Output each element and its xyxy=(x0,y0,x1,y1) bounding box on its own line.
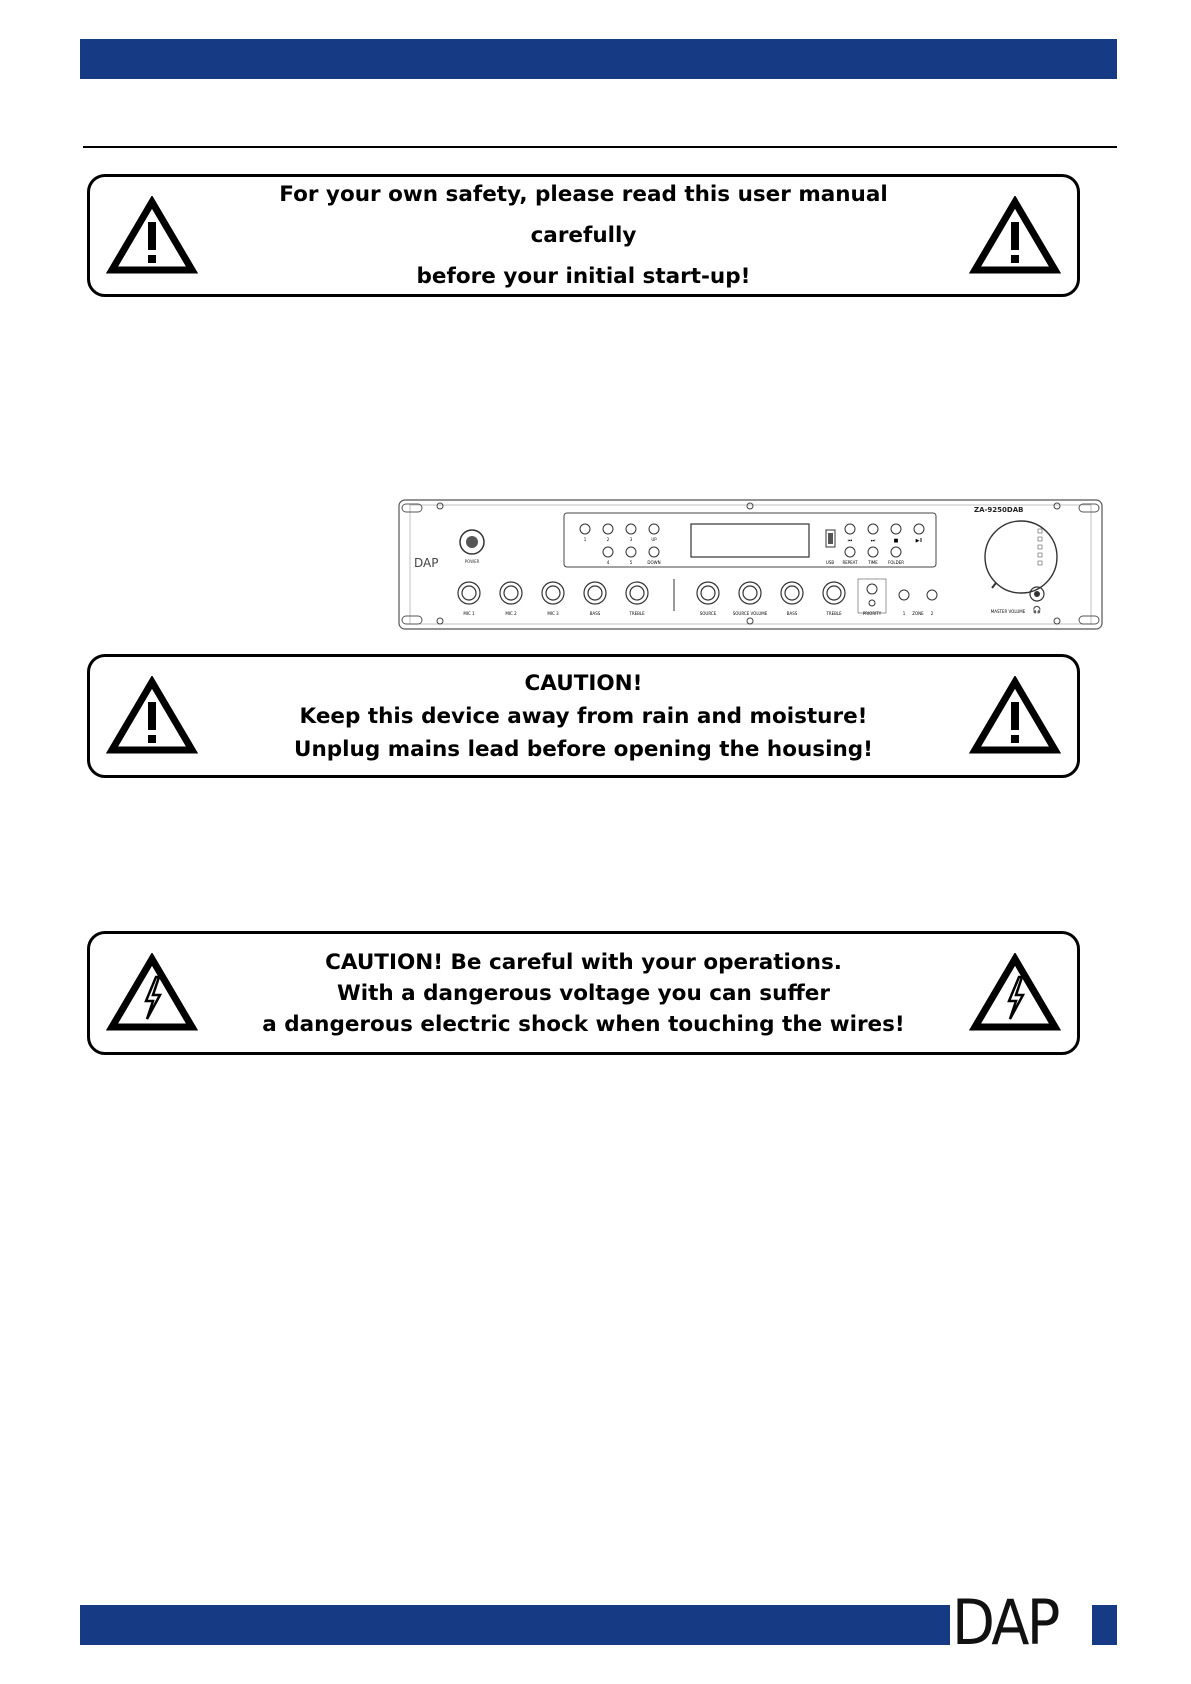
caution-title: CAUTION! xyxy=(524,670,643,696)
warning-icon xyxy=(106,676,198,756)
transport-label: ■ xyxy=(893,538,899,544)
zone-label: ZONE xyxy=(912,611,924,616)
safety-notice-line2: before your initial start-up! xyxy=(416,264,751,289)
header-rule xyxy=(83,146,1117,148)
source-knob-label: SOURCE xyxy=(699,611,717,616)
zone-label: 2 xyxy=(930,611,934,616)
device-power-label: POWER xyxy=(464,559,480,564)
knob-label: MIC 2 xyxy=(505,611,517,616)
device-model-label: ZA-9250DAB xyxy=(974,506,1024,514)
knob-label: TREBLE xyxy=(629,611,645,616)
transport-label: TIME xyxy=(868,560,878,565)
transport-label: FOLDER xyxy=(887,560,905,565)
knob-label: BASS xyxy=(589,611,601,616)
device-front-panel-drawing xyxy=(398,499,1103,630)
transport-label: ⏭ xyxy=(870,538,876,544)
warning-icon xyxy=(106,196,198,276)
high-voltage-icon xyxy=(106,953,198,1033)
preset-label: 3 xyxy=(629,537,633,542)
device-brand-label: DAP xyxy=(414,556,439,570)
transport-label: REPEAT xyxy=(842,560,858,565)
caution-voltage-line3: a dangerous electric shock when touching the wires! xyxy=(262,1011,905,1037)
preset-label: UP xyxy=(651,537,657,542)
knob-label: MIC 1 xyxy=(463,611,475,616)
source-knob-label: TREBLE xyxy=(826,611,842,616)
headphone-icon: 🎧 xyxy=(1032,606,1042,614)
master-volume-label: MASTER VOLUME xyxy=(990,609,1026,614)
caution-voltage-text xyxy=(240,934,927,1052)
header-bar xyxy=(80,39,1117,79)
warning-icon xyxy=(969,676,1061,756)
caution-moisture-box xyxy=(87,654,1080,778)
preset-label: DOWN xyxy=(647,560,661,565)
preset-label: 4 xyxy=(606,560,610,565)
transport-label: ▶II xyxy=(915,538,923,544)
caution-moisture-text xyxy=(240,657,927,775)
safety-notice-line1: For your own safety, please read this user manual carefully xyxy=(279,182,888,248)
preset-label: 1 xyxy=(583,537,587,542)
source-knob-label: SOURCE VOLUME xyxy=(732,611,768,616)
caution-voltage-box xyxy=(87,931,1080,1055)
transport-label: ⏮ xyxy=(847,538,853,544)
high-voltage-icon xyxy=(969,953,1061,1033)
priority-label: PRIORITY xyxy=(862,611,882,616)
preset-label: 5 xyxy=(629,560,633,565)
knob-label: MIC 3 xyxy=(547,611,559,616)
footer-logo-square xyxy=(1092,1605,1117,1645)
footer-bar xyxy=(80,1605,950,1645)
footer-logo: DAP xyxy=(952,1586,1058,1659)
safety-notice-box xyxy=(87,174,1080,297)
warning-icon xyxy=(969,196,1061,276)
caution-voltage-line2: With a dangerous voltage you can suffer xyxy=(336,980,830,1006)
zone-label: 1 xyxy=(902,611,906,616)
preset-label: 2 xyxy=(606,537,610,542)
caution-voltage-line1: CAUTION! Be careful with your operations. xyxy=(325,949,842,975)
safety-notice-text xyxy=(240,177,927,294)
source-knob-label: BASS xyxy=(786,611,798,616)
caution-moisture-line1: Keep this device away from rain and moisture! xyxy=(299,703,868,729)
usb-label: USB xyxy=(825,560,835,565)
caution-moisture-line2: Unplug mains lead before opening the housing! xyxy=(294,736,873,762)
